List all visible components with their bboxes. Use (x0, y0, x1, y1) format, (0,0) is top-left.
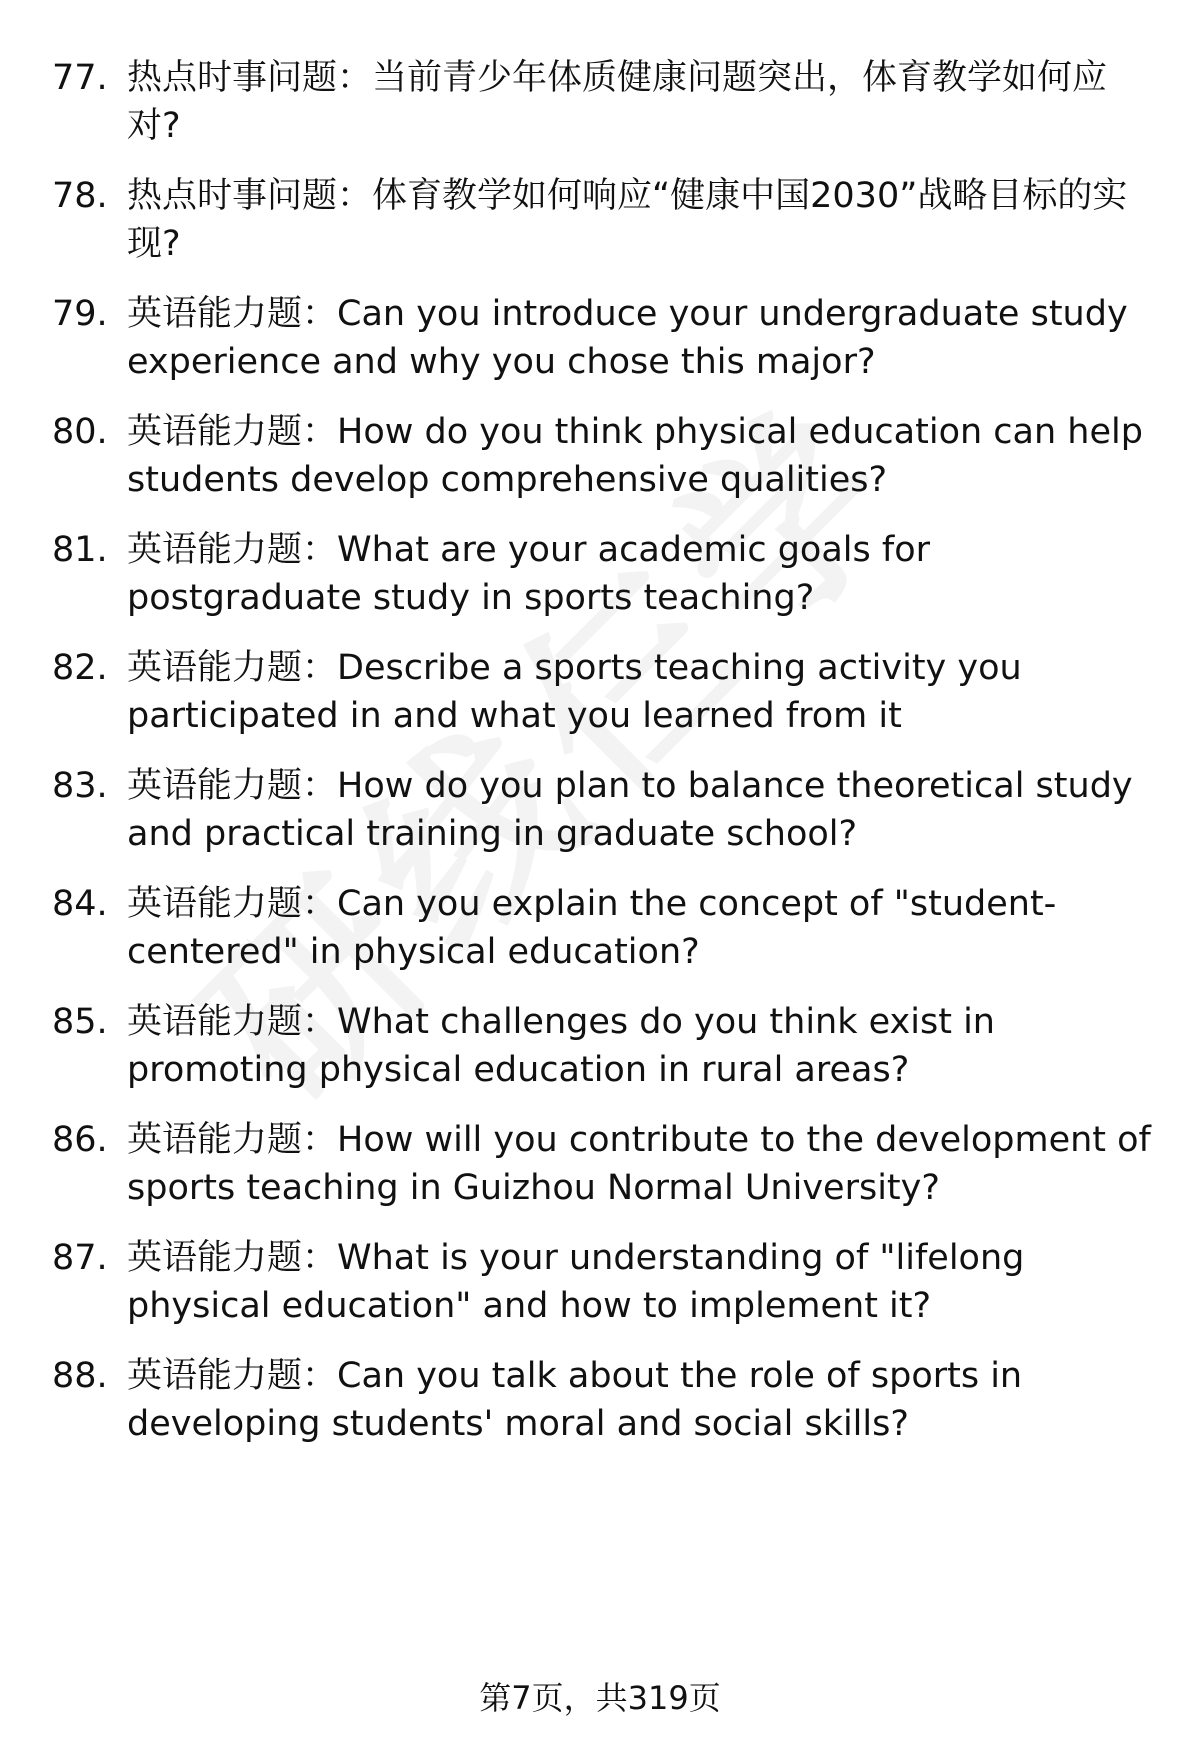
question-item (52, 526, 1162, 636)
question-text: 英语能力题：Describe a sports teaching activity you participated in and what you learned from it (127, 648, 1022, 736)
question-text: 英语能力题：Can you talk about the role of sports in developing students' moral and social skills? (127, 1356, 1023, 1444)
question-text: 英语能力题：Can you explain the concept of "student-centered" in physical education? (127, 884, 1057, 972)
question-number: 84. (52, 884, 108, 924)
question-number: 83. (52, 766, 108, 806)
question-item (52, 172, 1162, 282)
question-number: 87. (52, 1238, 108, 1278)
question-number: 82. (52, 648, 108, 688)
question-item (52, 290, 1162, 400)
question-text: 英语能力题：Can you introduce your undergraduate study experience and why you chose this major? (127, 294, 1128, 382)
question-text: 英语能力题：How do you think physical education can help students develop comprehensive qualities? (127, 412, 1143, 500)
question-item (52, 1234, 1162, 1344)
page-footer: 第7页，共319页 (479, 1679, 721, 1717)
question-number: 80. (52, 412, 108, 452)
question-item (52, 1352, 1162, 1462)
question-item (52, 1116, 1162, 1226)
question-number: 81. (52, 530, 108, 570)
question-text: 英语能力题：How will you contribute to the development of sports teaching in Guizhou Normal University? (127, 1120, 1151, 1208)
question-item (52, 644, 1162, 754)
question-text: 英语能力题：What are your academic goals for postgraduate study in sports teaching? (127, 530, 931, 618)
question-number: 79. (52, 294, 108, 334)
question-number: 88. (52, 1356, 108, 1396)
question-item (52, 762, 1162, 872)
question-number: 85. (52, 1002, 108, 1042)
question-text: 英语能力题：What is your understanding of "lifelong physical education" and how to implement it? (127, 1238, 1025, 1326)
question-number: 86. (52, 1120, 108, 1160)
question-item (52, 408, 1162, 518)
question-text: 热点时事问题：当前青少年体质健康问题突出，体育教学如何应对? (127, 58, 1108, 146)
question-number: 78. (52, 176, 108, 216)
question-item (52, 880, 1162, 990)
question-text: 英语能力题：What challenges do you think exist in promoting physical education in rural areas? (127, 1002, 995, 1090)
question-item (52, 54, 1162, 164)
question-text: 热点时事问题：体育教学如何响应“健康中国2030”战略目标的实现? (127, 176, 1128, 264)
question-number: 77. (52, 58, 108, 98)
question-item (52, 998, 1162, 1108)
question-text: 英语能力题：How do you plan to balance theoretical study and practical training in graduate school? (127, 766, 1133, 854)
